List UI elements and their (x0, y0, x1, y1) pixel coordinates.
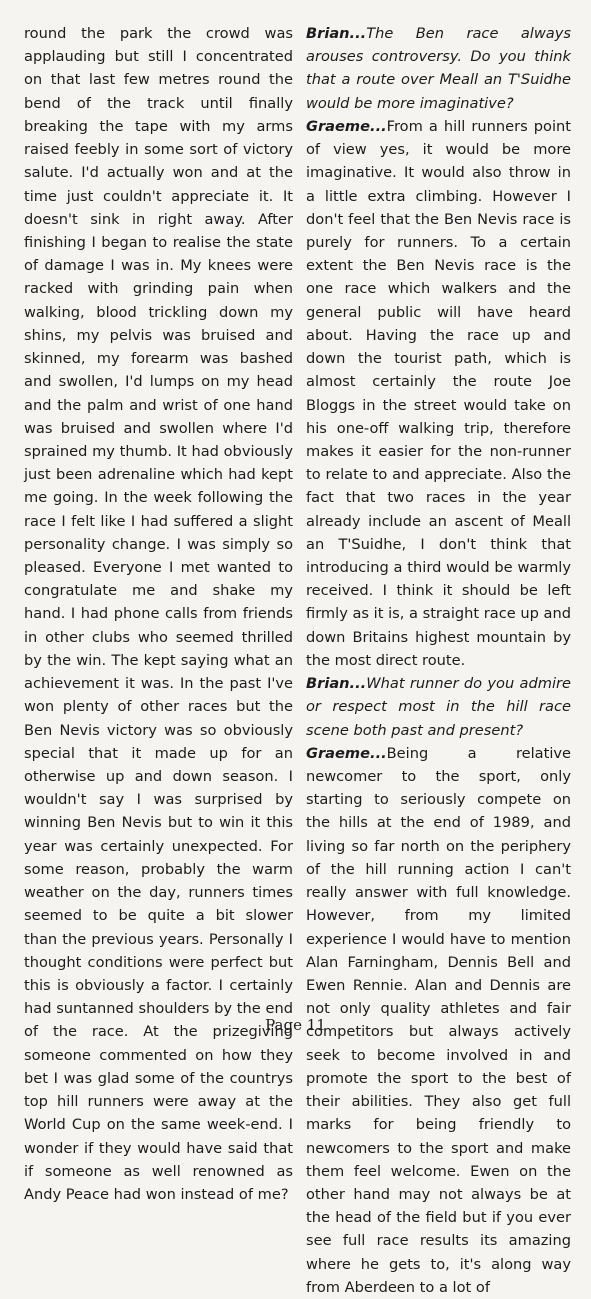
answer-1-text: From a hill runners point of view yes, it would be more imaginative. It would also throw in a little extra climbing. However I don't feel that the Ben Nevis race is purely for runners. To a certain extent the Ben Nevis race is the one race which walkers and the general public will have heard about. Having the race up and down the tourist path, which is almost certainly the route Joe Bloggs in the street would take on his one-off walking trip, therefore makes it easier for the non-runner to relate to and appreciate. Also the fact that two races in the year already include an ascent of Meall an T'Suidhe, I don't think that introducing a third would be warmly received. I think it should be left firmly as it is, a straight race up and down Britains highest mountain by the most direct route. (306, 117, 571, 669)
question-2-speaker: Brian... (306, 675, 367, 693)
answer-2-text: Being a relative newcomer to the sport, only starting to seriously compete on the hills at the end of 1989, and living so far north on the periphery of the hill running action I can't really answer with full knowledge. However, from my limited experience I would have to mention Alan Farningham, Dennis Bell and Ewen Rennie. Alan and Dennis are not only quality athletes and fair competitors but always actively seek to become involved in and promote the sport to the best of their abilities. They also get full marks for being friendly to newcomers to the sport and make them feel welcome. Ewen on the other hand may not always be at the head of the field but if you ever see full race results its amazing where he gets to, it's along way from Aberdeen to a lot of (306, 744, 571, 1296)
answer-2-speaker: Graeme... (306, 744, 387, 762)
answer-1 (306, 115, 571, 672)
answer-1-speaker: Graeme... (306, 117, 387, 135)
question-1 (306, 22, 571, 115)
question-2 (306, 672, 571, 742)
left-column (24, 22, 293, 1203)
page-number: Page 11 (265, 1016, 326, 1034)
left-column-text: round the park the crowd was applauding but still I concentrated on that last few metres round the bend of the track until finally breaking the tape with my arms raised feebly in some sort of victory salute. I'd actually won and at the time just couldn't appreciate it. It doesn't sink in right away. After finishing I began to realise the state of damage I was in. My knees were racked with grinding pain when walking, blood trickling down my shins, my pelvis was bruised and skinned, my forearm was bashed and swollen, I'd lumps on my head and the palm and wrist of one hand was bruised and swollen where I'd sprained my thumb. It had obviously just been adrenaline which had kept me going. In the week following the race I felt like I had suffered a slight personality change. I was simply so pleased. Everyone I met wanted to congratulate me and shake my hand. I had phone calls from friends in other clubs who seemed thrilled by the win. The kept saying what an achievement it was. In the past I've won plenty of other races but the Ben Nevis victory was so obviously special that it made up for an otherwise up and down season. I wouldn't say I was surprised by winning Ben Nevis but to win it this year was certainly unexpected. For some reason, probably the warm weather on the day, runners times seemed to be quite a bit slower than the previous years. Personally I thought conditions were perfect but this is obviously a factor. I certainly had suntanned shoulders by the end of the race. At the prizegiving someone commented on how they bet I was glad some of the countrys top hill runners were away at the World Cup on the same week-end. I wonder if they would have said that if someone as well renowned as Andy Peace had won instead of me? (24, 25, 293, 1203)
right-column (306, 22, 571, 1296)
question-2-text: What runner do you admire or respect most in the hill race scene both past and present? (306, 675, 571, 739)
question-1-speaker: Brian... (306, 25, 367, 42)
question-1-text: The Ben race always arouses controversy. Do you think that a route over Meall an T'Suidhe would be more imaginative? (306, 25, 571, 112)
